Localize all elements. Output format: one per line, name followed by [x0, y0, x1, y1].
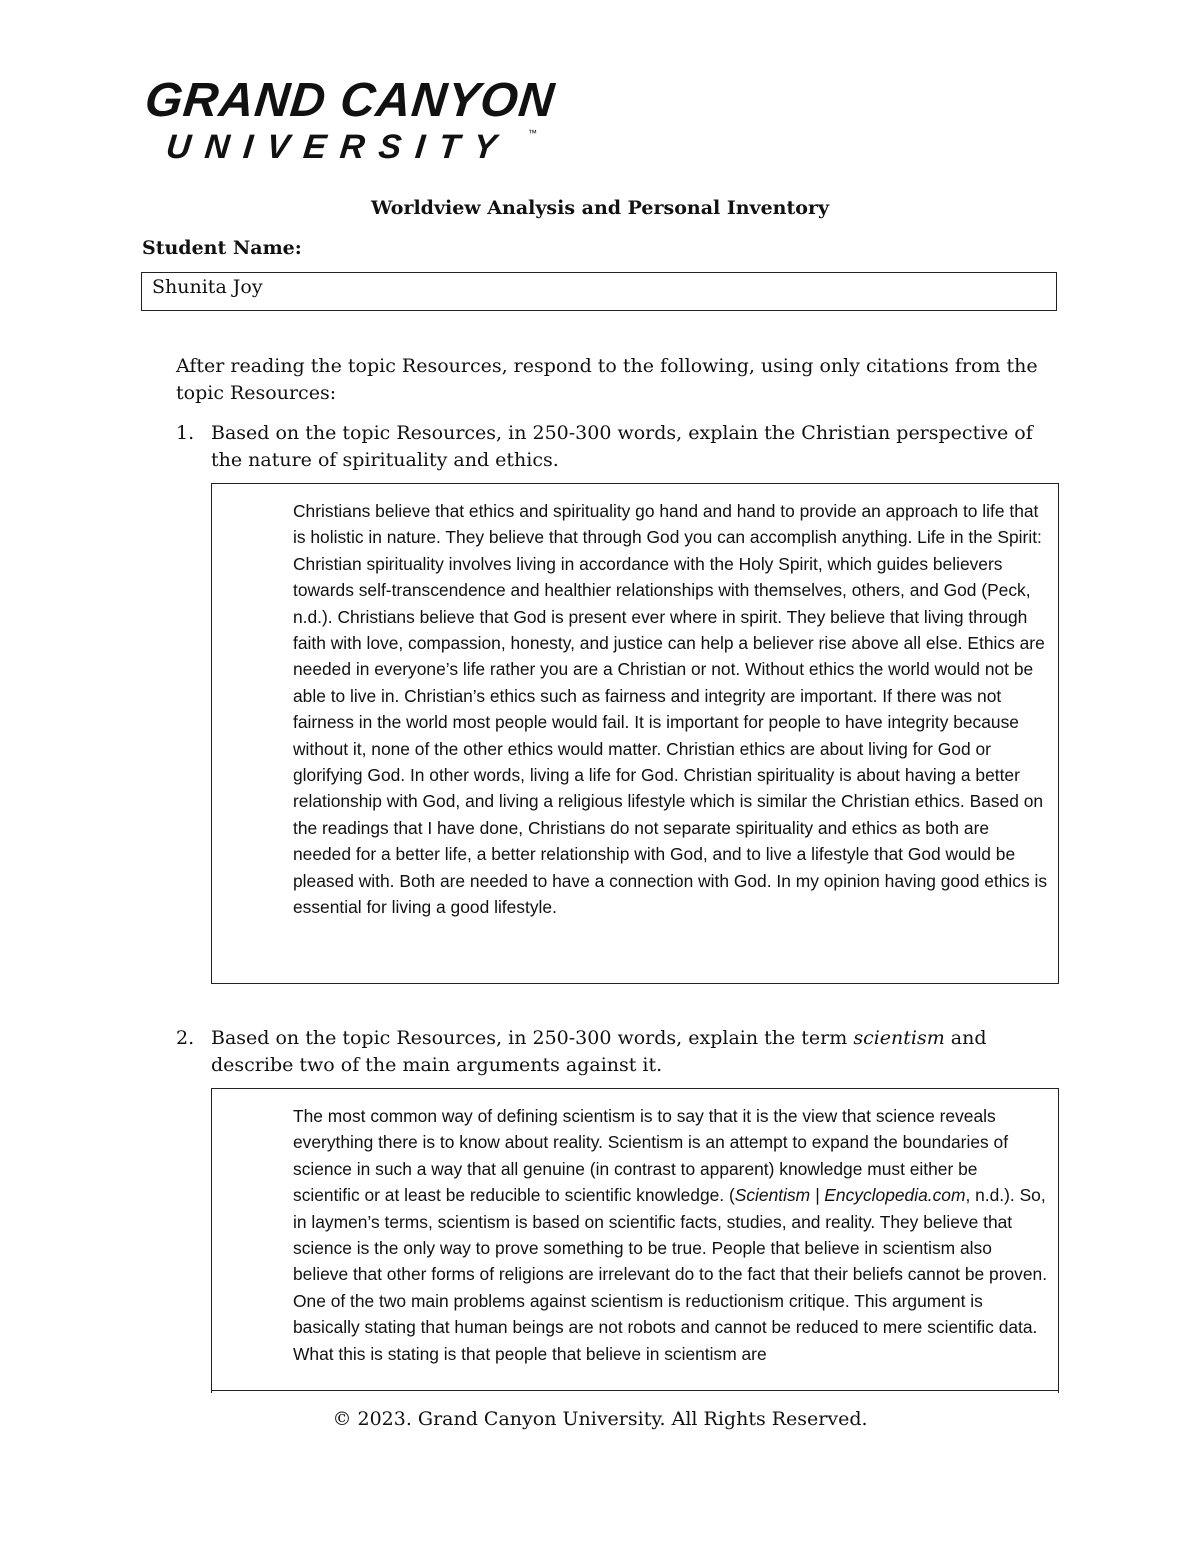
question-text: Based on the topic Resources, in 250-300 words, explain the term scientism and describe two of the main arguments against it.	[211, 1027, 987, 1076]
divider	[211, 1390, 1059, 1391]
logo-line1: GRAND CANYON	[146, 74, 558, 127]
answer-2-box[interactable]	[211, 1088, 1059, 1393]
logo-line2: UNIVERSITY	[164, 128, 513, 164]
question-1	[176, 420, 1056, 474]
question-2	[176, 1025, 1056, 1079]
student-name-label: Student Name:	[142, 237, 302, 259]
gcu-logo	[146, 74, 566, 164]
question-number: 2.	[176, 1027, 195, 1049]
copyright-footer: © 2023. Grand Canyon University. All Rights Reserved.	[332, 1408, 868, 1430]
page-title: Worldview Analysis and Personal Inventory	[370, 197, 829, 219]
student-name-field[interactable]: Shunita Joy	[141, 272, 1057, 311]
answer-1-text: Christians believe that ethics and spirituality go hand and hand to provide an approach to life that is holistic in nature. They believe that through God you can accomplish anything. Life in the Spirit: Christian spirituality involves living in accordance with the Holy Spirit, which guides believers towards self-transcendence and healthier relationships with themselves, others, and God (Peck, n.d.). Christians believe that God is present ever where in spirit. They believe that living through faith with love, compassion, honesty, and justice can help a believer rise above all else. Ethics are needed in everyone’s life rather you are a Christian or not. Without ethics the world would not be able to live in. Christian’s ethics such as fairness and integrity are important. If there was not fairness in the world most people would fail. It is important for people to have integrity because without it, none of the other ethics would matter. Christian ethics are about living for God or glorifying God. In other words, living a life for God. Christian spirituality is about having a better relationship with God, and living a religious lifestyle which is similar the Christian ethics. Based on the readings that I have done, Christians do not separate spirituality and ethics as both are needed for a better life, a better relationship with God, and to live a lifestyle that God would be pleased with. Both are needed to have a connection with God. In my opinion having good ethics is essential for living a good lifestyle.	[293, 501, 1048, 918]
question-number: 1.	[176, 422, 195, 444]
instructions: After reading the topic Resources, respond to the following, using only citations from the topic Resources:	[176, 355, 1038, 404]
answer-2-text: The most common way of defining scientism is to say that it is the view that science reveals everything there is to know about reality. Scientism is an attempt to expand the boundaries of science in such a way that all genuine (in contrast to apparent) knowledge must either be scientific or at least be reducible to scientific knowledge. (Scientism | Encyclopedia.com, n.d.). So, in laymen’s terms, scientism is based on scientific facts, studies, and reality. They believe that science is the only way to prove something to be true. People that believe in scientism also believe that other forms of religions are irrelevant do to the fact that their beliefs cannot be proven. One of the two main problems against scientism is reductionism critique. This argument is basically stating that human beings are not robots and cannot be reduced to mere scientific data. What this is stating is that people that believe in scientism are	[293, 1106, 1048, 1364]
question-text: Based on the topic Resources, in 250-300 words, explain the Christian perspective of the nature of spirituality and ethics.	[211, 422, 1033, 471]
answer-1-box[interactable]	[211, 483, 1059, 984]
logo-tm: ™	[528, 128, 537, 138]
